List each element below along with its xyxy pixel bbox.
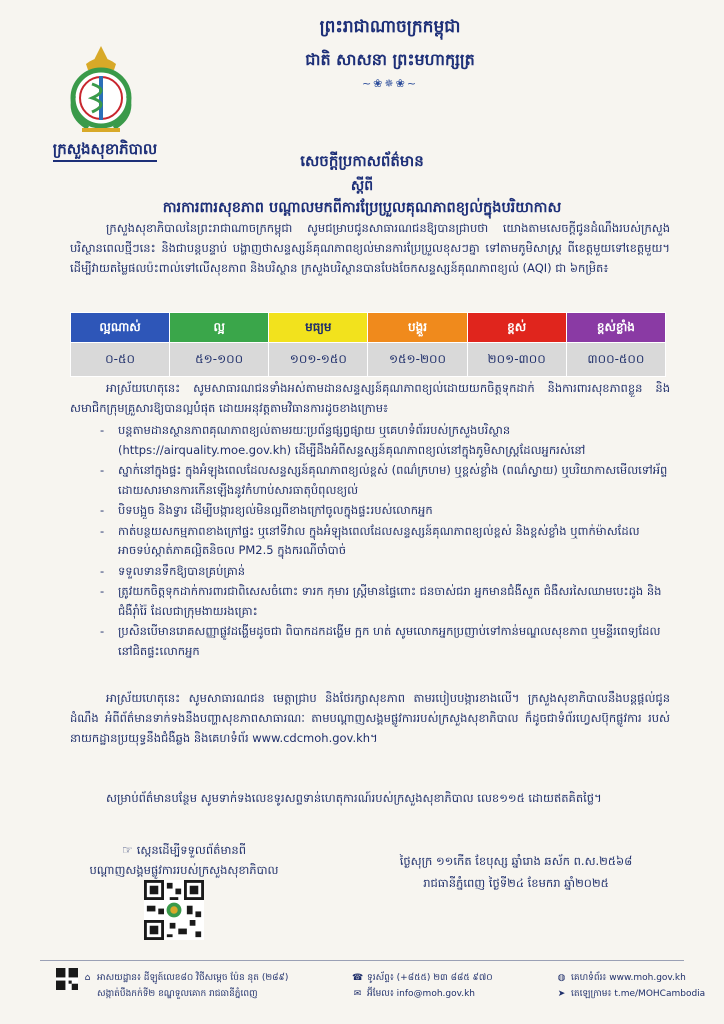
aqi-range: ២០១-៣០០	[467, 343, 566, 377]
advice-intro-paragraph: អាស្រ័យហេតុនេះ សូមសាធារណជនទាំងអស់តាមដានសន្ទស្សន៍គុណភាពខ្យល់ដោយយកចិត្តទុកដាក់ និងការពារសុខភាពខ្លួន និងសមាជិកក្រុមគ្រួសារឱ្យបានល្អបំផុត ដោយអនុវត្តតាមវិធានការដូចខាងក្រោម៖	[70, 381, 670, 415]
kingdom-header	[250, 16, 530, 90]
aqi-level-label: ខ្ពស់	[467, 313, 566, 343]
more-info-paragraph: សម្រាប់ព័ត៌មានបន្ថែម សូមទាក់ទងលេខទូរសព្ទទាន់ហេតុការណ៍របស់ក្រសួងសុខាភិបាល លេខ១១៥ ដោយឥតគិតថ្លៃ។	[106, 791, 602, 805]
list-item: - ប្រសិនបើមានរោគសញ្ញាផ្លូវដង្ហើមដូចជា ពិបាកដកដង្ហើម ក្អក ហត់ សូមលោកអ្នកប្រញាប់ទៅកាន់មណ្ឌលសុខភាព ឬមន្ទីរពេទ្យដែលនៅជិតផ្ទះលោកអ្នក	[100, 622, 670, 661]
list-item: - ស្នាក់នៅក្នុងផ្ទះ ក្នុងអំឡុងពេលដែលសន្ទស្សន៍គុណភាពខ្យល់ខ្ពស់ (ពណ៌ក្រហម) ឬខ្ពស់ខ្លាំង (ពណ៌ស្វាយ) ឬបរិយាកាសមើលទៅអ័ព្ទដោយសារមានការកើនឡើងនូវកំហាប់សារធាតុបំពុលខ្យល់	[100, 461, 670, 500]
qr-code-icon[interactable]	[144, 880, 204, 940]
globe-icon: ◍	[557, 973, 566, 983]
list-item: - បិទបង្អួច និងទ្វារ ដើម្បីបង្ការខ្យល់មិនល្អពីខាងក្រៅចូលក្នុងផ្ទះរបស់លោកអ្នក	[100, 501, 670, 521]
footer-address: ⌂ អាសយដ្ឋាន៖ ដីឡូត៍លេខ៨០ វិថីសម្តេច ប៉ែន នុត (២៨៩) សង្កាត់បឹងកក់ទី២ ខណ្ឌទួលគោក រាជធានីភ្នំពេញ	[82, 970, 312, 1002]
aqi-level-label: ល្អណាស់	[71, 313, 170, 343]
list-item: - កាត់បន្ថយសកម្មភាពខាងក្រៅផ្ទះ ឬនៅទីវាល ក្នុងអំឡុងពេលដែលសន្ទស្សន៍គុណភាពខ្យល់ខ្ពស់ និងខ្ពស់ខ្លាំង ឬពាក់ម៉ាសដែលអាចទប់ស្កាត់ភាគល្អិតនិចល PM2.5 ក្នុងករណីចាំបាច់	[100, 522, 670, 561]
document-title	[60, 152, 664, 220]
aqi-range: ១៥១-២០០	[368, 343, 467, 377]
date-block	[356, 850, 676, 894]
footer-divider	[40, 960, 684, 961]
aqi-header-row	[71, 313, 666, 343]
ornament-divider: ~❀✵❀~	[361, 77, 419, 90]
scan-line-1: ស្កេនដើម្បីទទួលព័ត៌មានពី	[136, 843, 247, 857]
solar-date: រាជធានីភ្នំពេញ ថ្ងៃទី២៤ ខែមករា ឆ្នាំ២០២៥	[423, 876, 609, 890]
footer-web: ◍ គេហទំព័រ៖ www.moh.gov.kh ➤ តេឡេក្រាម៖ t.me/MOHCambodia	[556, 970, 724, 1002]
list-item: - ទទួលទានទឹកឱ្យបានគ្រប់គ្រាន់	[100, 562, 670, 582]
national-motto: ជាតិ សាសនា ព្រះមហាក្សត្រ	[305, 50, 475, 69]
ministry-name: ក្រសួងសុខាភិបាល	[30, 140, 180, 162]
aqi-range: ០-៥០	[71, 343, 170, 377]
pointing-hand-icon: ☞	[121, 843, 133, 857]
telegram-icon: ➤	[557, 989, 566, 999]
aqi-level-label: បង្គួរ	[368, 313, 467, 343]
title-line-3: ការការពារសុខភាព បណ្តាលមកពីការប្រែប្រួលគុណភាពខ្យល់ក្នុងបរិយាកាស	[162, 200, 562, 216]
scan-line-2: បណ្តាញសង្គមផ្លូវការរបស់ក្រសួងសុខាភិបាល	[89, 863, 279, 877]
kingdom-name: ព្រះរាជាណាចក្រកម្ពុជា	[319, 17, 461, 37]
aqi-level-label: ខ្ពស់ខ្លាំង	[566, 313, 665, 343]
location-icon: ⌂	[84, 973, 91, 983]
aqi-range-row	[71, 343, 666, 377]
footer-contact: ☎ ទូរស័ព្ទ៖ (+៨៥៥) ២៣ ៨៨៥ ៩៧០ ✉ អ៊ីមែល៖ info@moh.gov.kh	[352, 970, 542, 1002]
title-line-1: សេចក្តីប្រកាសព័ត៌មាន	[300, 152, 424, 170]
advice-list	[100, 421, 670, 662]
aqi-range: ៥១-១០០	[170, 343, 269, 377]
aqi-range: ១០១-១៥០	[269, 343, 368, 377]
list-item: - បន្តតាមដានស្ថានភាពគុណភាពខ្យល់តាមរយៈប្រព័ន្ធផ្សព្វផ្សាយ ឬគេហទំព័ររបស់ក្រសួងបរិស្ថាន (https://airquality.moe.gov.kh) ដើម្បីដឹងអំពីសន្ទស្សន៍គុណភាពខ្យល់នៅក្នុងភូមិសាស្ត្រដែលអ្នករស់នៅ	[100, 421, 670, 460]
aqi-level-label: ល្អ	[170, 313, 269, 343]
social-scan-note	[84, 840, 284, 880]
title-line-2: ស្តីពី	[350, 178, 374, 194]
aqi-levels-table	[70, 312, 666, 377]
ministry-emblem-icon	[56, 38, 146, 138]
intro-paragraph: ក្រសួងសុខាភិបាលនៃព្រះរាជាណាចក្រកម្ពុជា សូមជម្រាបជូនសាធារណជនឱ្យបានជ្រាបថា យោងតាមសេចក្តីជូនដំណឹងរបស់ក្រសួងបរិស្ថានពេលថ្មីៗនេះ និងជាបន្តបន្ទាប់ បង្ហាញថាសន្ទស្សន៍គុណភាពខ្យល់មានការប្រែប្រួលខុសៗគ្នា ទៅតាមភូមិសាស្ត្រ ពីខេត្តមួយទៅខេត្តមួយ។ ដើម្បីវាយតម្លៃផលប៉ះពាល់ទៅលើសុខភាព និងបរិស្ថាន ក្រសួងបរិស្ថានបានបែងចែកសន្ទស្សន៍គុណភាពខ្យល់ (AQI) ជា ៦កម្រិត៖	[70, 221, 670, 275]
footer-qr-icon	[56, 968, 78, 990]
lunar-date: ថ្ងៃសុក្រ ១១កេីត ខែបុស្ស ឆ្នាំរោង ឆស័ក ព.ស.២៥៦៨	[399, 854, 633, 868]
closing-paragraph: អាស្រ័យហេតុនេះ សូមសាធារណជន មេត្តាជ្រាប និងថែរក្សាសុខភាព តាមរបៀបបង្ការខាងលើ។ ក្រសួងសុខាភិបាលនឹងបន្តផ្តល់ជូនដំណឹង អំពីព័ត៌មានទាក់ទងនឹងបញ្ហាសុខភាពសាធារណៈ តាមបណ្តាញសង្គមផ្លូវការរបស់ក្រសួងសុខាភិបាល ក៏ដូចជាទំព័រហ្វេសប៊ុកផ្លូវការ របស់នាយកដ្ឋានប្រយុទ្ធនឹងជំងឺឆ្លង និងគេហទំព័រ www.cdcmoh.gov.kh។	[70, 691, 670, 745]
aqi-range: ៣០០-៥០០	[566, 343, 665, 377]
email-icon: ✉	[353, 989, 362, 999]
aqi-level-label: មធ្យម	[269, 313, 368, 343]
list-item: - ត្រូវយកចិត្តទុកដាក់ការពារជាពិសេសចំពោះ ទារក កុមារ ស្ត្រីមានផ្ទៃពោះ ជនចាស់ជរា អ្នកមានជំងឺសួត ជំងឺសរសៃឈាមបេះដូង និងជំងឺរ៉ាំរ៉ៃ ដែលជាក្រុមងាយរងគ្រោះ	[100, 582, 670, 621]
phone-icon: ☎	[352, 973, 364, 983]
